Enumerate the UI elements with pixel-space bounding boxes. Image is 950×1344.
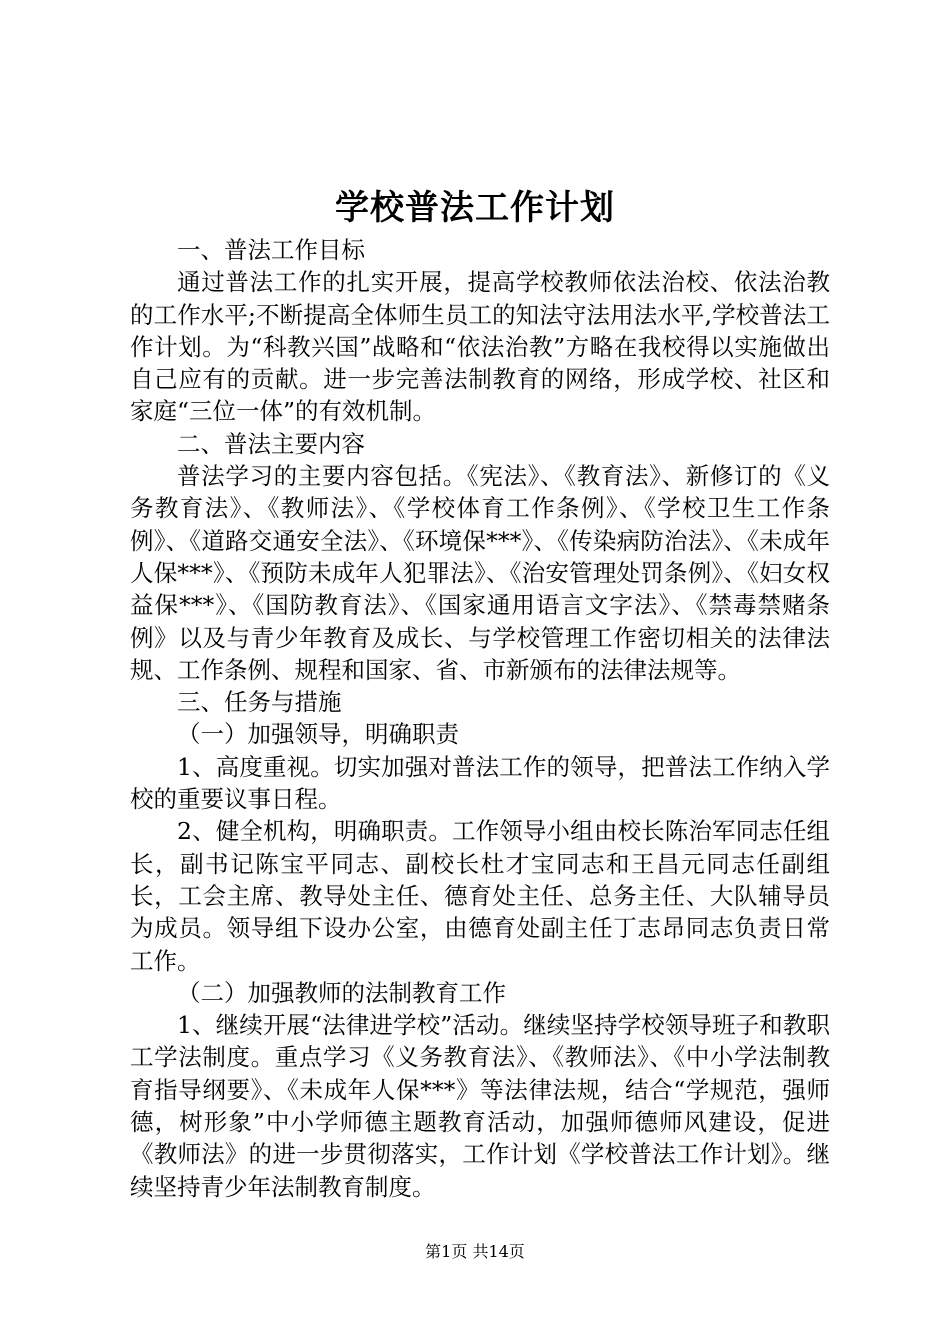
paragraph-law-into-school: 1、继续开展“法律进学校”活动。继续坚持学校领导班子和教职工学法制度。重点学习《义务教育法》、《教师法》、《中小学法制教育指导纲要》、《未成年人保***》等法律法规，结合“学规范，强师德，树形象”中小学师德主题教育活动，加强师德师风建设，促进《教师法》的进一步贯彻落实，工作计划《学校普法工作计划》。继续坚持青少年法制教育制度。	[130, 1011, 830, 1201]
document-title: 学校普法工作计划	[335, 188, 615, 228]
section-heading-tasks: 三、任务与措施	[177, 688, 342, 717]
subsection-heading-leadership: （一）加强领导，明确职责	[177, 720, 459, 749]
section-heading-content: 二、普法主要内容	[177, 429, 365, 458]
subsection-heading-teacher-education: （二）加强教师的法制教育工作	[177, 978, 506, 1007]
page-number: 第1页 共14页	[425, 1242, 525, 1261]
section-heading-goals: 一、普法工作目标	[177, 236, 365, 264]
paragraph-organization: 2、健全机构，明确职责。工作领导小组由校长陈治军同志任组长，副书记陈宝平同志、副校长杜才宝同志和王昌元同志任副组长，工会主席、教导处主任、德育处主任、总务主任、大队辅导员为成员。领导组下设办公室，由德育处副主任丁志昂同志负责日常工作。	[130, 817, 830, 975]
paragraph-attention: 1、高度重视。切实加强对普法工作的领导，把普法工作纳入学校的重要议事日程。	[130, 752, 830, 814]
document-body	[130, 234, 830, 1203]
paragraph-goals: 通过普法工作的扎实开展，提高学校教师依法治校、依法治教的工作水平;不断提高全体师生员工的知法守法用法水平,学校普法工作计划。为“科教兴国”战略和“依法治教”方略在我校得以实施做出自己应有的贡献。进一步完善法制教育的网络，形成学校、社区和家庭“三位一体”的有效机制。	[130, 268, 830, 426]
paragraph-content: 普法学习的主要内容包括。《宪法》、《教育法》、新修订的《义务教育法》、《教师法》、《学校体育工作条例》、《学校卫生工作条例》、《道路交通安全法》、《环境保***》、《传染病防治法》、《未成年人保***》、《预防未成年人犯罪法》、《治安管理处罚条例》、《妇女权益保***》、《国防教育法》、《国家通用语言文字法》、《禁毒禁赌条例》以及与青少年教育及成长、与学校管理工作密切相关的法律法规、工作条例、规程和国家、省、市新颁布的法律法规等。	[130, 462, 830, 684]
